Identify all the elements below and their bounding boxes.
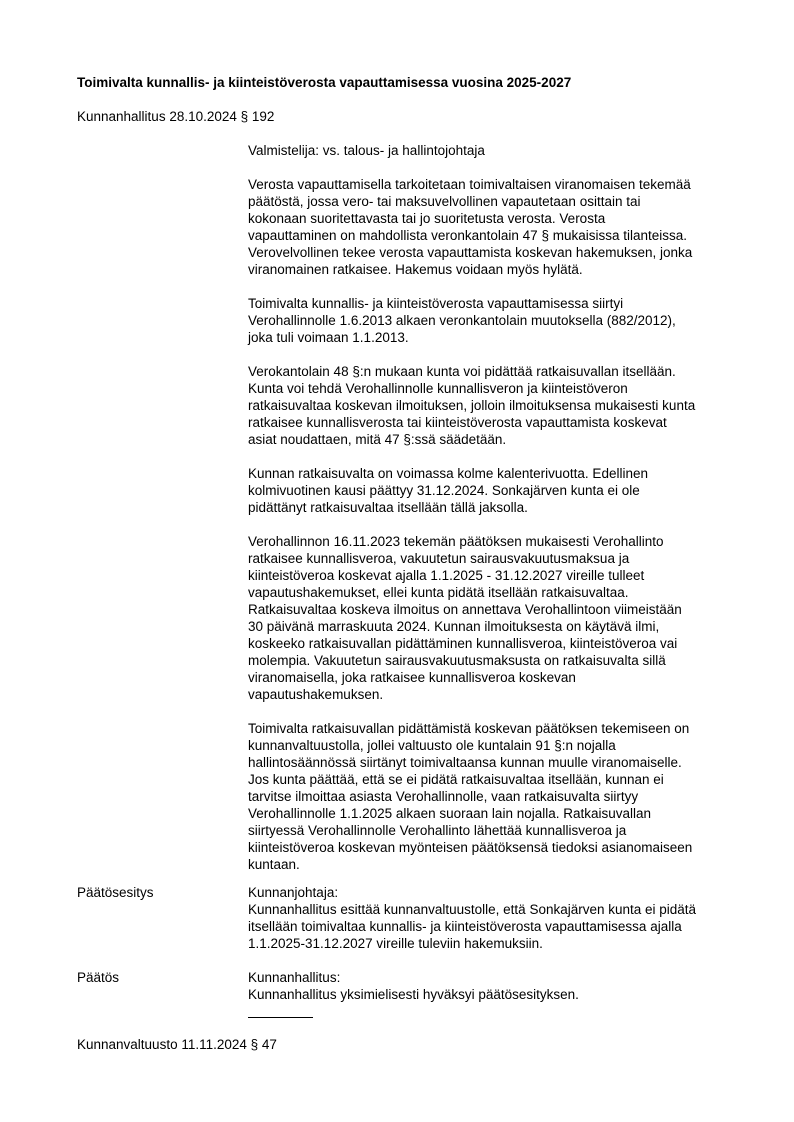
document-title: Toimivalta kunnallis- ja kiinteistöverosta vapauttamisessa vuosina 2025-2027 — [77, 75, 572, 90]
paragraph-municipal-reservation: Verokantolain 48 §:n mukaan kunta voi pidättää ratkaisuvallan itsellään. Kunta voi tehdä Verohallinnolle kunnallisveron ja kiinteistöveron ratkaisuvaltaa koskevan ilmoituksen, jolloin ilmoituksensa mukaisesti kunta ratkaisee kunnallisverosta tai kiinteistöverosta vapauttamista koskevat asiat noudattaen, mitä 47 §:ssä säädetään. — [248, 364, 696, 447]
paragraph-council-competence: Toimivalta ratkaisuvallan pidättämistä koskevan päätöksen tekemiseen on kunnanvaltuustolla, jollei valtuusto ole kuntalain 91 §:n nojalla hallintosäännössä siirtänyt toimivaltaansa kunnan muulle viranomaiselle. Jos kunta päättää, että se ei pidätä ratkaisuvaltaa itsellään, kunnan ei tarvitse ilmoittaa asiasta Verohallinnolle, vaan ratkaisuvalta siirtyy Verohallinnolle 1.1.2025 alkaen suoraan lain nojalla. Ratkaisuvallan siirtyessä Verohallinnolle Verohallinto lähettää kunnallisveroa ja kiinteistöveroa koskevan myönteisen päätöksensä tiedoksi asianomaiseen kuntaan. — [248, 721, 693, 872]
council-meeting-reference: Kunnanvaltuusto 11.11.2024 § 47 — [77, 1037, 277, 1052]
preparation-text — [248, 176, 738, 890]
paragraph-tax-administration-decision: Verohallinnon 16.11.2023 tekemän päätöksen mukaisesti Verohallinto ratkaisee kunnallisveroa, vakuutetun sairausvakuutusmaksua ja kiinteistöveroa koskevat ajalla 1.1.2025 - 31.12.2027 vireille tulleet vapautushakemukset, ellei kunta pidätä itsellään ratkaisuvaltaa. Ratkaisuvaltaa koskeva ilmoitus on annettava Verohallintoon viimeistään 30 päivänä marraskuuta 2024. Kunnan ilmoituksesta on käytävä ilmi, koskeeko ratkaisuvallan pidättäminen kunnallisveroa, kiinteistöveroa vai molempia. Vakuutetun sairausvakuutusmaksusta on ratkaisuvalta sillä viranomaisella, joka ratkaisee kunnallisveroa koskevan vapautushakemuksen. — [248, 534, 682, 702]
paragraph-tax-exemption-definition: Verosta vapauttamisella tarkoitetaan toimivaltaisen viranomaisen tekemää päätöstä, jossa vero- tai maksuvelvollinen vapautetaan osittain tai kokonaan suoritettavasta tai jo suoritetusta verosta. Verosta vapauttaminen on mahdollista veronkantolain 47 § mukaisissa tilanteissa. Verovelvollinen tekee verosta vapauttamista koskevan hakemuksen, jonka viranomainen ratkaisee. Hakemus voidaan myös hylätä. — [248, 177, 693, 277]
preparer-line: Valmistelija: vs. talous- ja hallintojohtaja — [248, 143, 485, 158]
proposal-text: Kunnanjohtaja: Kunnanhallitus esittää kunnanvaltuustolle, että Sonkajärven kunta ei pidätä itsellään toimivaltaa kunnallis- ja kiinteistöverosta vapauttamisessa ajalla 1.1.2025-31.12.2027 vireille tuleviin hakemuksiin. — [248, 885, 697, 951]
paragraph-validity-period: Kunnan ratkaisuvalta on voimassa kolme kalenterivuotta. Edellinen kolmivuotinen kausi päättyy 31.12.2024. Sonkajärven kunta ei ole pidättänyt ratkaisuvaltaa itsellään tällä jaksolla. — [248, 466, 648, 515]
board-meeting-reference: Kunnanhallitus 28.10.2024 § 192 — [77, 109, 275, 124]
proposal-label: Päätösesitys — [77, 885, 154, 900]
paragraph-authority-transfer: Toimivalta kunnallis- ja kiinteistöverosta vapauttamisessa siirtyi Verohallinnolle 1.6.2013 alkaen veronkantolain muutoksella (882/2012), joka tuli voimaan 1.1.2013. — [248, 296, 676, 345]
decision-label: Päätös — [77, 970, 120, 985]
section-divider — [248, 1017, 313, 1018]
decision-text: Kunnanhallitus: Kunnanhallitus yksimielisesti hyväksyi päätösesityksen. — [248, 970, 579, 1002]
